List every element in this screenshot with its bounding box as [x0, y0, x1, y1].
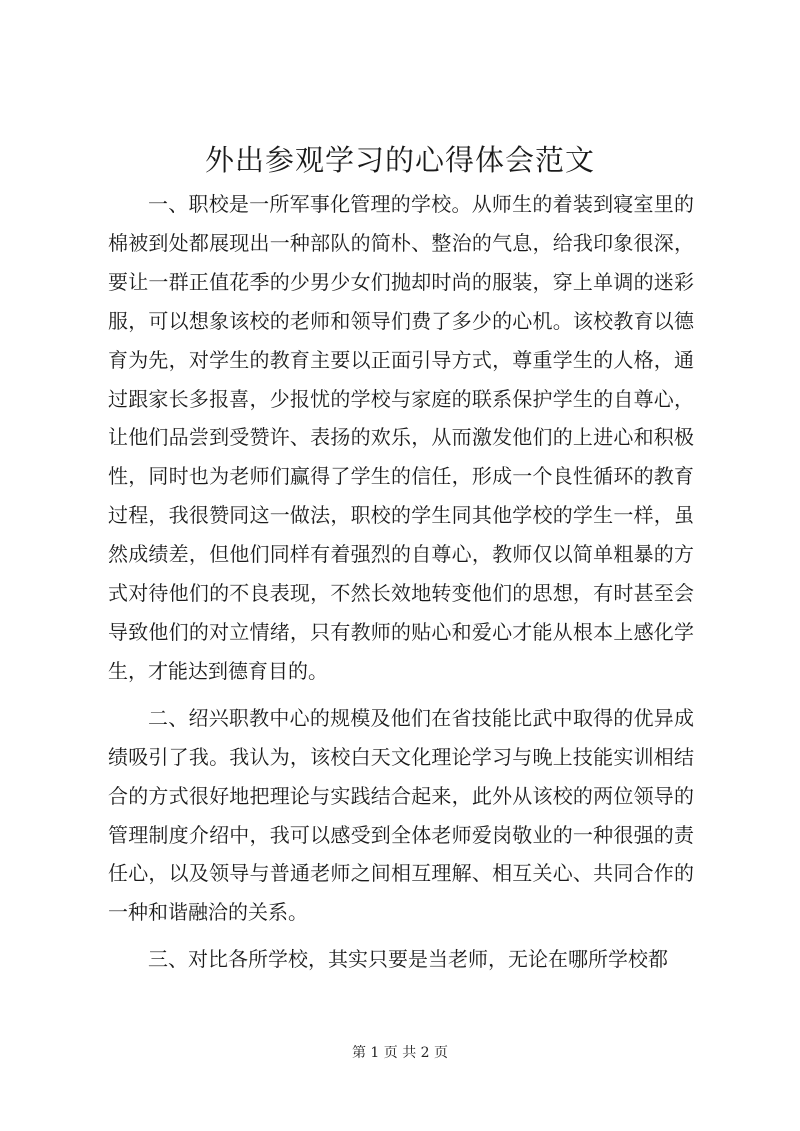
page-footer: 第 1 页 共 2 页	[351, 1045, 449, 1061]
paragraph-2: 二、绍兴职教中心的规模及他们在省技能比武中取得的优异成绩吸引了我。我认为，该校白天文化理论学习与晚上技能实训相结合的方式很好地把理论与实践结合起来，此外从该校的两位领导的管理制度介绍中，我可以感受到全体老师爱岗敬业的一种很强的责任心，以及领导与普通老师之间相互理解、相互关心、共同合作的一种和谐融洽的关系。	[108, 705, 694, 925]
document-body	[108, 185, 694, 979]
paragraph-1: 一、职校是一所军事化管理的学校。从师生的着装到寝室里的棉被到处都展现出一种部队的简朴、整治的气息，给我印象很深，要让一群正值花季的少男少女们抛却时尚的服装，穿上单调的迷彩服，可以想象该校的老师和领导们费了多少的心机。该校教育以德育为先，对学生的教育主要以正面引导方式，尊重学生的人格，通过跟家长多报喜，少报忧的学校与家庭的联系保护学生的自尊心，让他们品尝到受赞许、表扬的欢乐，从而激发他们的上进心和积极性，同时也为老师们赢得了学生的信任，形成一个良性循环的教育过程，我很赞同这一做法，职校的学生同其他学校的学生一样，虽然成绩差，但他们同样有着强烈的自尊心，教师仅以简单粗暴的方式对待他们的不良表现，不然长效地转变他们的思想，有时甚至会导致他们的对立情绪，只有教师的贴心和爱心才能从根本上感化学生，才能达到德育目的。	[108, 192, 694, 683]
document-title: 外出参观学习的心得体会范文	[204, 143, 595, 177]
paragraph-3: 三、对比各所学校，其实只要是当老师，无论在哪所学校都	[148, 947, 668, 972]
